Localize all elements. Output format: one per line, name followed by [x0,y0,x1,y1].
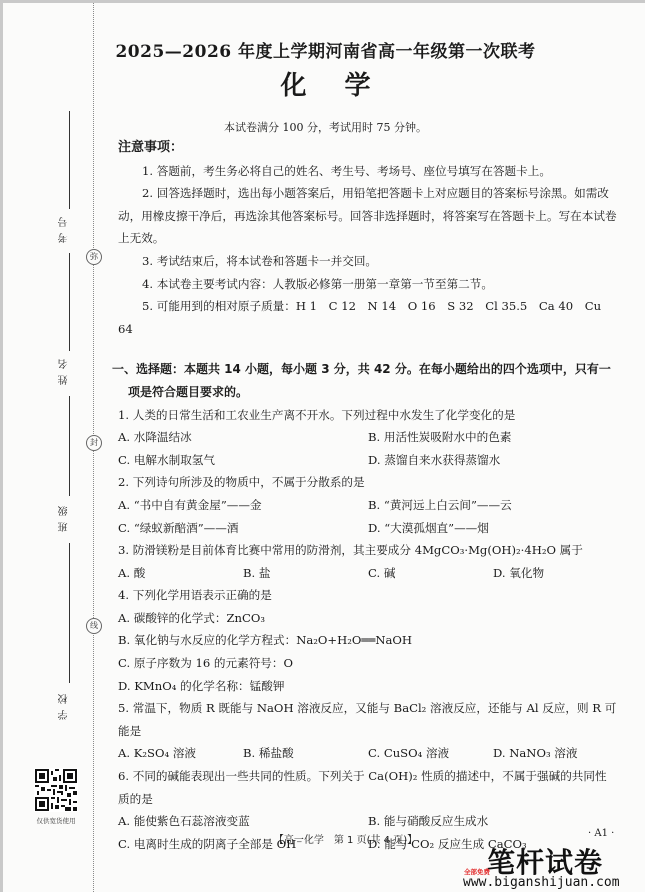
option-b: B. 用活性炭吸附水中的色素 [368,430,512,445]
option-d: D. “大漠孤烟直”——烟 [368,520,489,535]
school-line [69,543,70,683]
question-5 [106,697,618,765]
qr-caption: 仅供宽货使用 [36,817,76,825]
seal-mark-feng: 封 [86,435,102,451]
option-b: B. 盐 [243,565,271,580]
notice-item: 3. 考试结束后，将本试卷和答题卡一并交回。 [142,253,378,268]
option-a: A. 酸 [118,565,146,580]
watermark-brand: 笔杆试卷 [487,846,604,879]
option-c: C. “绿蚁新醅酒”——酒 [118,520,239,535]
section-heading: 一、选择题：本题共 14 小题，每小题 3 分，共 42 分。在每小题给出的四个选项中，只有一项是符合题目要求的。 [112,362,611,399]
subject-title: 化学 [280,71,409,101]
option-b: B. 稀盐酸 [243,746,294,761]
exam-number-label: 考号 [59,211,70,243]
option-c: C. 原子序数为 16 的元素符号：O [118,656,293,671]
option-list [118,742,618,765]
question-stem: 1. 人类的日常生活和工农业生产离不开水。下列过程中水发生了化学变化的是 [118,407,516,422]
seal-mark-xian: 线 [86,618,102,634]
question-stem: 4. 下列化学用语表示正确的是 [118,588,272,603]
notice-item: 4. 本试卷主要考试内容：人教版必修第一册第一章第一节至第二节。 [142,276,493,291]
exam-page [3,3,645,892]
option-list [118,607,618,697]
option-b: B. “黄河远上白云间”——云 [368,497,512,512]
option-c: C. 碱 [368,565,396,580]
option-d: D. KMnO₄ 的化学名称：锰酸钾 [118,678,285,693]
watermark-url[interactable]: www.biganshijuan.com [463,875,620,890]
stem-prefix: 3. 防滑镁粉是目前体育比赛中常用的防滑剂，其主要成分 [118,543,415,558]
notice-item: 5. 可能用到的相对原子质量：H 1 C 12 N 14 O 16 S 32 Cl 35.5 Ca 40 Cu 64 [118,299,602,336]
option-list [118,562,618,585]
class-label: 班级 [59,500,70,532]
question-stem [118,539,618,562]
notice-heading: 注意事项： [118,140,184,155]
qr-code [34,768,78,812]
page-footer: 【高一化学 第 1 页(共 4 页)】 [273,835,418,846]
option-a: A. “书中自有黄金屋”——金 [118,497,262,512]
question-stem: 2. 下列诗句所涉及的物质中，不属于分散系的是 [118,475,365,490]
name-line [69,253,70,351]
question-1 [106,404,618,472]
option-d: D. 蒸馏自来水获得蒸馏水 [368,452,501,467]
option-c: C. CuSO₄ 溶液 [368,746,450,761]
notice-item: 1. 答题前，考生务必将自己的姓名、考生号、考场号、座位号填写在答题卡上。 [142,163,551,178]
question-4 [106,584,618,697]
question-2 [106,471,618,539]
option-a: A. 水降温结冰 [118,430,192,445]
question-stem: 6. 不同的碱能表现出一些共同的性质。下列关于 Ca(OH)₂ 性质的描述中，不属于强碱的共同性质的是 [118,769,607,806]
watermark-free-tag: 全部免费 [464,868,490,876]
option-b: B. 氧化钠与水反应的化学方程式：Na₂O+H₂O══NaOH [118,633,413,648]
exam-title: 2025—2026 年度上学期河南省高一年级第一次联考 [115,42,536,62]
option-d: D. 能与 CO₂ 反应生成 CaCO₃ [368,836,527,851]
chemical-formula: 4MgCO₃·Mg(OH)₂·4H₂O [414,543,556,558]
stem-suffix: 属于 [556,543,583,558]
option-list [118,494,618,539]
seal-mark-mi: 弥 [86,249,102,265]
school-label: 学校 [59,688,70,720]
notice-item: 2. 回答选择题时，选出每小题答案后，用铅笔把答题卡上对应题目的答案标号涂黑。如需改动，用橡皮擦干净后，再选涂其他答案标号。回答非选择题时，将答案写在答题卡上。写在本试卷上无效。 [118,186,617,246]
name-label: 姓名 [59,353,70,385]
question-3 [106,539,618,584]
option-a: A. 碳酸锌的化学式：ZnCO₃ [118,610,266,625]
option-d: D. 氧化物 [493,565,545,580]
option-b: B. 能与硝酸反应生成水 [368,814,489,829]
option-a: A. K₂SO₄ 溶液 [118,746,197,761]
paper-code: · A1 · [588,828,615,839]
option-c: C. 电解水制取氢气 [118,452,215,467]
option-c: C. 电离时生成的阴离子全部是 OH⁻ [118,836,303,851]
question-stem: 5. 常温下，物质 R 既能与 NaOH 溶液反应，又能与 BaCl₂ 溶液反应，还能与 Al 反应，则 R 可能是 [118,701,617,738]
exam-info: 本试卷满分 100 分，考试用时 75 分钟。 [224,121,427,134]
option-list [118,426,618,471]
class-line [69,396,70,496]
option-a: A. 能使紫色石蕊溶液变蓝 [118,814,250,829]
option-d: D. NaNO₃ 溶液 [493,746,578,761]
exam-content [112,137,618,855]
